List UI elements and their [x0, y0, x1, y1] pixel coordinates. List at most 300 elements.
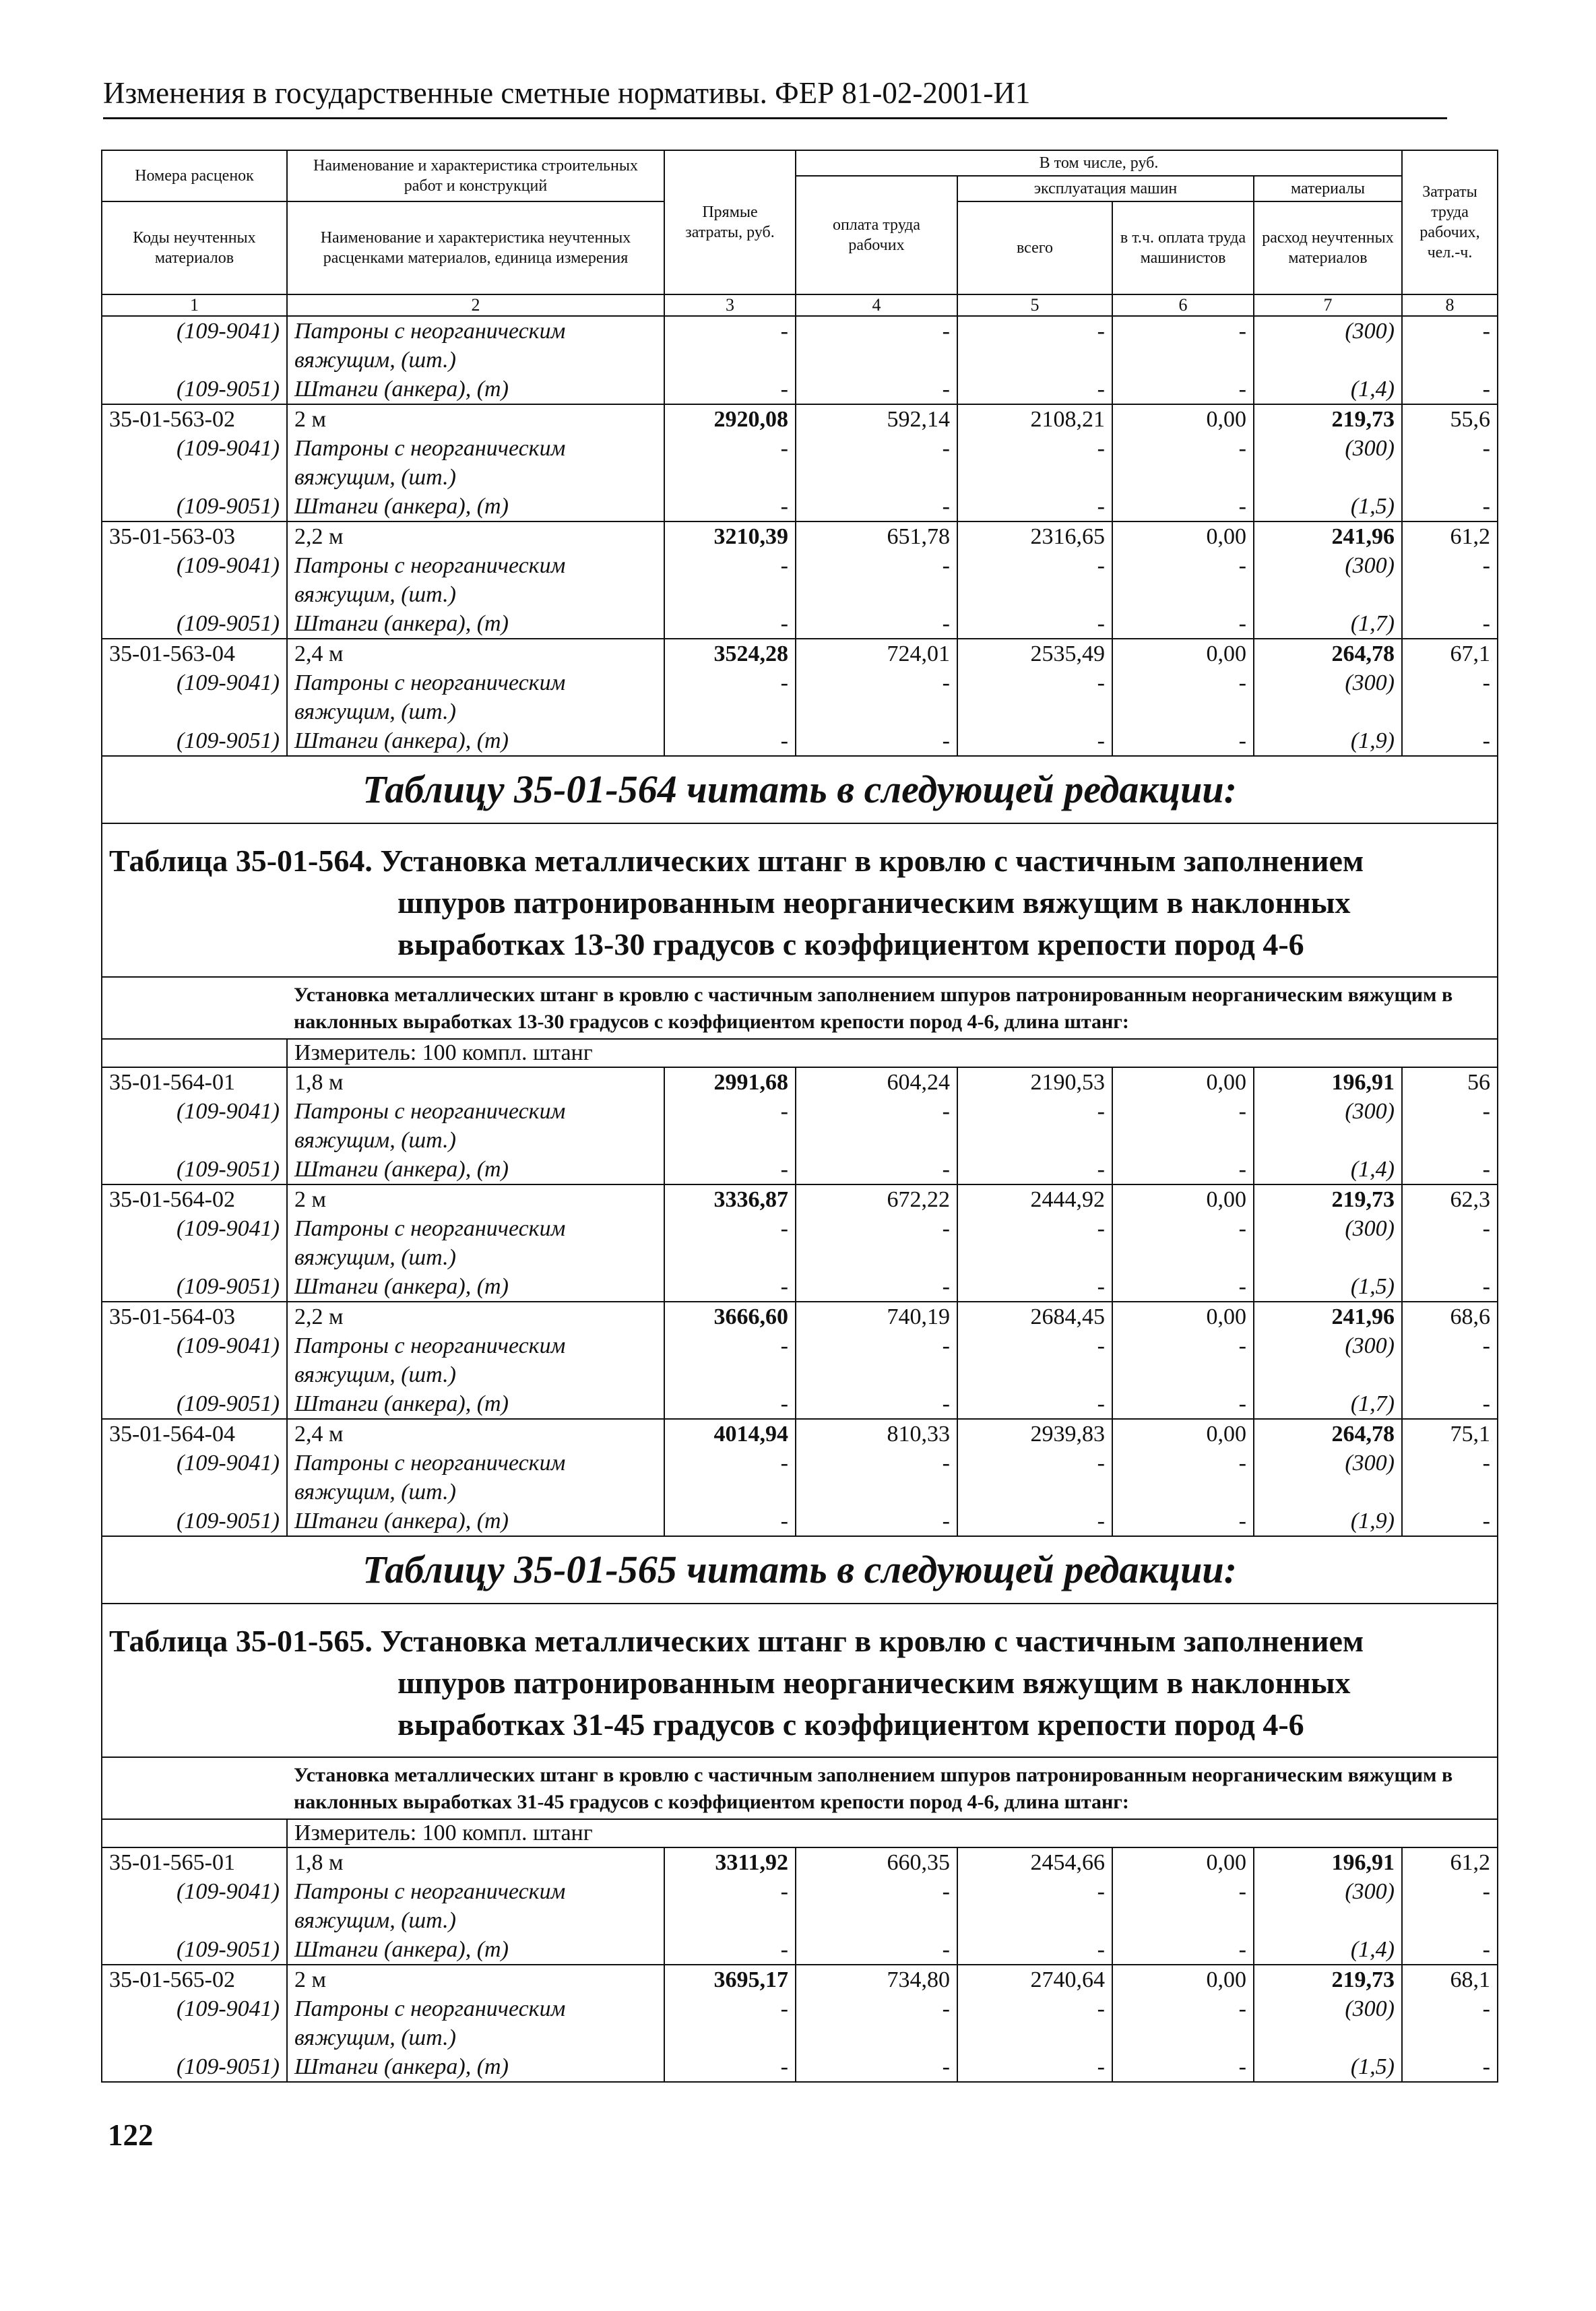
rate-code: (109-9041): [102, 1994, 287, 2052]
direct-costs-cell: 3210,39: [664, 521, 796, 551]
labor-cost-cell: 67,1: [1402, 639, 1498, 668]
operator-pay-cell: -: [1112, 492, 1254, 521]
redaction-note-564: Таблицу 35-01-564 читать в следующей редакции:: [102, 756, 1498, 823]
machines-total-cell: 2939,83: [957, 1419, 1112, 1449]
labor-cost-cell: 75,1: [1402, 1419, 1498, 1449]
direct-costs-cell: -: [664, 1935, 796, 1965]
table-title-565: [102, 1604, 1498, 1757]
item-name: 2 м: [287, 1184, 664, 1214]
machines-total-cell: 2454,66: [957, 1847, 1112, 1877]
worker-pay-cell: -: [796, 1155, 957, 1184]
machines-total-cell: -: [957, 1507, 1112, 1536]
rate-code: 35-01-563-02: [102, 404, 287, 434]
block-564-heading: [102, 756, 1498, 1067]
table-head: [102, 150, 1498, 316]
block-565-rows: [102, 1847, 1498, 2082]
labor-cost-cell: -: [1402, 726, 1498, 756]
machines-total-cell: -: [957, 1097, 1112, 1155]
machines-total-cell: -: [957, 2052, 1112, 2082]
col-index: 8: [1402, 294, 1498, 316]
worker-pay-cell: -: [796, 551, 957, 609]
labor-cost-cell: -: [1402, 1097, 1498, 1155]
col-index: 1: [102, 294, 287, 316]
operator-pay-cell: -: [1112, 1272, 1254, 1302]
rate-code: (109-9051): [102, 492, 287, 521]
material-row: [102, 1214, 1498, 1272]
rates-table: [101, 150, 1498, 2083]
material-use-cell: (1,4): [1254, 1155, 1402, 1184]
table-description-565: Установка металлических штанг в кровлю с частичным заполнением шпуров патронированным неорганическим вяжущим в наклонных выработках 31-45 градусов с коэффициентом крепости пород 4-6, длина штанг:: [287, 1757, 1498, 1819]
rate-code: 35-01-563-04: [102, 639, 287, 668]
rate-code: (109-9041): [102, 1097, 287, 1155]
operator-pay-cell: -: [1112, 1331, 1254, 1389]
operator-pay-cell: -: [1112, 375, 1254, 404]
material-use-cell: 196,91: [1254, 1847, 1402, 1877]
direct-costs-cell: -: [664, 668, 796, 726]
material-row: [102, 1155, 1498, 1184]
col-head-machines: эксплуатация машин: [957, 176, 1254, 201]
material-row: [102, 316, 1498, 375]
material-row: [102, 609, 1498, 639]
material-row: [102, 1507, 1498, 1536]
rate-code: (109-9041): [102, 668, 287, 726]
machines-total-cell: 2535,49: [957, 639, 1112, 668]
rate-code: (109-9041): [102, 316, 287, 375]
col-index: 6: [1112, 294, 1254, 316]
worker-pay-cell: 734,80: [796, 1965, 957, 1994]
direct-costs-cell: -: [664, 726, 796, 756]
operator-pay-cell: -: [1112, 1097, 1254, 1155]
item-name: Патроны с неорганическим вяжущим, (шт.): [287, 434, 664, 492]
material-row: [102, 1994, 1498, 2052]
worker-pay-cell: -: [796, 668, 957, 726]
material-use-cell: 241,96: [1254, 521, 1402, 551]
direct-costs-cell: -: [664, 434, 796, 492]
material-use-cell: (1,5): [1254, 2052, 1402, 2082]
rate-code: (109-9051): [102, 726, 287, 756]
rate-row: [102, 404, 1498, 434]
material-use-cell: (1,9): [1254, 1507, 1402, 1536]
item-name: Патроны с неорганическим вяжущим, (шт.): [287, 316, 664, 375]
worker-pay-cell: -: [796, 726, 957, 756]
rate-row: [102, 1419, 1498, 1449]
operator-pay-cell: -: [1112, 726, 1254, 756]
direct-costs-cell: -: [664, 609, 796, 639]
direct-costs-cell: -: [664, 1272, 796, 1302]
direct-costs-cell: -: [664, 1389, 796, 1419]
labor-cost-cell: -: [1402, 434, 1498, 492]
rate-code: (109-9041): [102, 434, 287, 492]
worker-pay-cell: -: [796, 1935, 957, 1965]
worker-pay-cell: -: [796, 609, 957, 639]
direct-costs-cell: -: [664, 1449, 796, 1507]
direct-costs-cell: 3695,17: [664, 1965, 796, 1994]
material-row: [102, 1449, 1498, 1507]
material-row: [102, 492, 1498, 521]
item-name: 2,4 м: [287, 639, 664, 668]
rate-code: (109-9051): [102, 1935, 287, 1965]
material-row: [102, 1935, 1498, 1965]
item-name: Штанги (анкера), (т): [287, 609, 664, 639]
labor-cost-cell: -: [1402, 1389, 1498, 1419]
rate-row: [102, 639, 1498, 668]
item-name: Штанги (анкера), (т): [287, 1935, 664, 1965]
measure-unit-564: Измеритель: 100 компл. штанг: [287, 1039, 1498, 1067]
material-row: [102, 1331, 1498, 1389]
machines-total-cell: 2740,64: [957, 1965, 1112, 1994]
block-565-heading: [102, 1536, 1498, 1847]
rate-row: [102, 521, 1498, 551]
material-use-cell: 219,73: [1254, 404, 1402, 434]
rate-code: 35-01-564-04: [102, 1419, 287, 1449]
table-title-line: выработках 31-45 градусов с коэффициентом крепости пород 4-6: [397, 1707, 1304, 1742]
worker-pay-cell: 810,33: [796, 1419, 957, 1449]
direct-costs-cell: 3666,60: [664, 1302, 796, 1331]
operator-pay-cell: -: [1112, 1935, 1254, 1965]
worker-pay-cell: 604,24: [796, 1067, 957, 1097]
col-head-name-bottom: Наименование и характеристика неучтенных расценками материалов, единица измерения: [287, 201, 664, 294]
item-name: Штанги (анкера), (т): [287, 1507, 664, 1536]
item-name: Штанги (анкера), (т): [287, 492, 664, 521]
material-use-cell: (300): [1254, 1449, 1402, 1507]
direct-costs-cell: 3524,28: [664, 639, 796, 668]
section-563-continuation: [102, 316, 1498, 756]
worker-pay-cell: -: [796, 1272, 957, 1302]
direct-costs-cell: -: [664, 1097, 796, 1155]
direct-costs-cell: -: [664, 1994, 796, 2052]
operator-pay-cell: -: [1112, 668, 1254, 726]
machines-total-cell: -: [957, 1935, 1112, 1965]
direct-costs-cell: -: [664, 492, 796, 521]
rate-code: (109-9041): [102, 1877, 287, 1935]
machines-total-cell: -: [957, 1155, 1112, 1184]
worker-pay-cell: -: [796, 1877, 957, 1935]
operator-pay-cell: -: [1112, 1877, 1254, 1935]
rate-code: (109-9041): [102, 1214, 287, 1272]
page-header: Изменения в государственные сметные нормативы. ФЕР 81-02-2001-И1: [103, 75, 1447, 119]
rate-code: 35-01-565-02: [102, 1965, 287, 1994]
material-use-cell: (300): [1254, 551, 1402, 609]
labor-cost-cell: -: [1402, 1272, 1498, 1302]
table-description-564: Установка металлических штанг в кровлю с частичным заполнением шпуров патронированным неорганическим вяжущим в наклонных выработках 13-30 градусов с коэффициентом крепости пород 4-6, длина штанг:: [287, 977, 1498, 1039]
col-head-codes-top: Номера расценок: [102, 150, 287, 201]
worker-pay-cell: -: [796, 434, 957, 492]
labor-cost-cell: -: [1402, 492, 1498, 521]
col-head-worker-pay: оплата труда рабочих: [796, 176, 957, 294]
item-name: 1,8 м: [287, 1847, 664, 1877]
worker-pay-cell: -: [796, 2052, 957, 2082]
labor-cost-cell: 61,2: [1402, 1847, 1498, 1877]
item-name: Патроны с неорганическим вяжущим, (шт.): [287, 1994, 664, 2052]
material-use-cell: (300): [1254, 434, 1402, 492]
rate-code: (109-9041): [102, 1449, 287, 1507]
item-name: Штанги (анкера), (т): [287, 726, 664, 756]
direct-costs-cell: -: [664, 316, 796, 375]
labor-cost-cell: 61,2: [1402, 521, 1498, 551]
labor-cost-cell: -: [1402, 551, 1498, 609]
item-name: Штанги (анкера), (т): [287, 1389, 664, 1419]
rate-code: (109-9051): [102, 1389, 287, 1419]
worker-pay-cell: -: [796, 1331, 957, 1389]
rate-code: (109-9051): [102, 2052, 287, 2082]
col-head-labor: Затраты труда рабочих, чел.-ч.: [1402, 150, 1498, 294]
item-name: Патроны с неорганическим вяжущим, (шт.): [287, 1877, 664, 1935]
material-row: [102, 1389, 1498, 1419]
machines-total-cell: -: [957, 1389, 1112, 1419]
operator-pay-cell: 0,00: [1112, 1184, 1254, 1214]
worker-pay-cell: 740,19: [796, 1302, 957, 1331]
worker-pay-cell: -: [796, 1449, 957, 1507]
table-title-564: [102, 823, 1498, 977]
operator-pay-cell: -: [1112, 1507, 1254, 1536]
col-head-material-use: расход неучтенных материалов: [1254, 201, 1402, 294]
operator-pay-cell: 0,00: [1112, 1965, 1254, 1994]
operator-pay-cell: -: [1112, 1155, 1254, 1184]
rate-code: (109-9051): [102, 1507, 287, 1536]
direct-costs-cell: -: [664, 1507, 796, 1536]
item-name: Патроны с неорганическим вяжущим, (шт.): [287, 1449, 664, 1507]
direct-costs-cell: 3311,92: [664, 1847, 796, 1877]
direct-costs-cell: -: [664, 2052, 796, 2082]
rate-code: (109-9041): [102, 551, 287, 609]
col-head-materials: материалы: [1254, 176, 1402, 201]
direct-costs-cell: 4014,94: [664, 1419, 796, 1449]
material-row: [102, 726, 1498, 756]
table-title-line: шпуров патронированным неорганическим вяжущим в наклонных: [397, 1666, 1351, 1700]
item-name: 2,2 м: [287, 521, 664, 551]
item-name: Патроны с неорганическим вяжущим, (шт.): [287, 1097, 664, 1155]
operator-pay-cell: -: [1112, 1449, 1254, 1507]
labor-cost-cell: -: [1402, 375, 1498, 404]
worker-pay-cell: 651,78: [796, 521, 957, 551]
labor-cost-cell: -: [1402, 1877, 1498, 1935]
material-use-cell: (300): [1254, 1994, 1402, 2052]
rate-row: [102, 1302, 1498, 1331]
machines-total-cell: -: [957, 375, 1112, 404]
block-564-rows: [102, 1067, 1498, 1536]
material-use-cell: (1,7): [1254, 609, 1402, 639]
machines-total-cell: 2316,65: [957, 521, 1112, 551]
direct-costs-cell: -: [664, 1877, 796, 1935]
labor-cost-cell: -: [1402, 2052, 1498, 2082]
machines-total-cell: -: [957, 1994, 1112, 2052]
page-number: 122: [108, 2118, 154, 2152]
item-name: Штанги (анкера), (т): [287, 1155, 664, 1184]
material-use-cell: 196,91: [1254, 1067, 1402, 1097]
operator-pay-cell: -: [1112, 1214, 1254, 1272]
worker-pay-cell: 672,22: [796, 1184, 957, 1214]
labor-cost-cell: -: [1402, 1994, 1498, 2052]
rate-row: [102, 1067, 1498, 1097]
material-use-cell: 264,78: [1254, 1419, 1402, 1449]
labor-cost-cell: 68,6: [1402, 1302, 1498, 1331]
redaction-note-565: Таблицу 35-01-565 читать в следующей редакции:: [102, 1536, 1498, 1604]
operator-pay-cell: 0,00: [1112, 1067, 1254, 1097]
material-row: [102, 1097, 1498, 1155]
operator-pay-cell: 0,00: [1112, 521, 1254, 551]
machines-total-cell: 2444,92: [957, 1184, 1112, 1214]
item-name: 1,8 м: [287, 1067, 664, 1097]
col-head-codes-bottom: Коды неучтенных материалов: [102, 201, 287, 294]
machines-total-cell: -: [957, 1214, 1112, 1272]
operator-pay-cell: -: [1112, 2052, 1254, 2082]
machines-total-cell: -: [957, 1331, 1112, 1389]
worker-pay-cell: 660,35: [796, 1847, 957, 1877]
machines-total-cell: -: [957, 1449, 1112, 1507]
table-title-line: шпуров патронированным неорганическим вяжущим в наклонных: [397, 885, 1351, 920]
material-use-cell: (300): [1254, 1214, 1402, 1272]
operator-pay-cell: -: [1112, 434, 1254, 492]
col-index: 4: [796, 294, 957, 316]
rate-code: (109-9051): [102, 375, 287, 404]
machines-total-cell: -: [957, 609, 1112, 639]
item-name: 2,2 м: [287, 1302, 664, 1331]
operator-pay-cell: -: [1112, 551, 1254, 609]
direct-costs-cell: 2920,08: [664, 404, 796, 434]
item-name: 2,4 м: [287, 1419, 664, 1449]
operator-pay-cell: -: [1112, 609, 1254, 639]
labor-cost-cell: -: [1402, 1935, 1498, 1965]
item-name: Патроны с неорганическим вяжущим, (шт.): [287, 1214, 664, 1272]
direct-costs-cell: 2991,68: [664, 1067, 796, 1097]
material-use-cell: (1,9): [1254, 726, 1402, 756]
direct-costs-cell: -: [664, 375, 796, 404]
machines-total-cell: -: [957, 316, 1112, 375]
material-use-cell: (300): [1254, 668, 1402, 726]
material-row: [102, 551, 1498, 609]
material-use-cell: (1,5): [1254, 1272, 1402, 1302]
labor-cost-cell: -: [1402, 316, 1498, 375]
item-name: 2 м: [287, 1965, 664, 1994]
labor-cost-cell: 56: [1402, 1067, 1498, 1097]
machines-total-cell: -: [957, 434, 1112, 492]
operator-pay-cell: 0,00: [1112, 1419, 1254, 1449]
machines-total-cell: 2684,45: [957, 1302, 1112, 1331]
col-index: 7: [1254, 294, 1402, 316]
item-name: Патроны с неорганическим вяжущим, (шт.): [287, 551, 664, 609]
table-title-line: Установка металлических штанг в кровлю с частичным заполнением: [380, 1624, 1364, 1658]
worker-pay-cell: -: [796, 1994, 957, 2052]
labor-cost-cell: -: [1402, 1331, 1498, 1389]
rate-code: 35-01-564-01: [102, 1067, 287, 1097]
labor-cost-cell: -: [1402, 1155, 1498, 1184]
labor-cost-cell: -: [1402, 1449, 1498, 1507]
material-row: [102, 1272, 1498, 1302]
direct-costs-cell: -: [664, 1155, 796, 1184]
material-use-cell: 241,96: [1254, 1302, 1402, 1331]
worker-pay-cell: 592,14: [796, 404, 957, 434]
operator-pay-cell: 0,00: [1112, 639, 1254, 668]
rate-code: (109-9051): [102, 609, 287, 639]
machines-total-cell: -: [957, 492, 1112, 521]
table-title-label: Таблица 35-01-564.: [109, 844, 373, 878]
direct-costs-cell: -: [664, 1214, 796, 1272]
worker-pay-cell: -: [796, 492, 957, 521]
worker-pay-cell: -: [796, 1214, 957, 1272]
machines-total-cell: -: [957, 1272, 1112, 1302]
material-use-cell: (300): [1254, 1877, 1402, 1935]
material-use-cell: (300): [1254, 316, 1402, 375]
material-use-cell: 219,73: [1254, 1184, 1402, 1214]
rate-row: [102, 1965, 1498, 1994]
operator-pay-cell: -: [1112, 1389, 1254, 1419]
rate-code: (109-9051): [102, 1272, 287, 1302]
col-index: 5: [957, 294, 1112, 316]
item-name: Штанги (анкера), (т): [287, 2052, 664, 2082]
rate-code: (109-9041): [102, 1331, 287, 1389]
table-title-line: выработках 13-30 градусов с коэффициентом крепости пород 4-6: [397, 927, 1304, 961]
material-use-cell: 219,73: [1254, 1965, 1402, 1994]
col-head-direct-costs: Прямые затраты, руб.: [664, 150, 796, 294]
item-name: Патроны с неорганическим вяжущим, (шт.): [287, 668, 664, 726]
machines-total-cell: -: [957, 726, 1112, 756]
item-name: Штанги (анкера), (т): [287, 1272, 664, 1302]
labor-cost-cell: 62,3: [1402, 1184, 1498, 1214]
labor-cost-cell: -: [1402, 668, 1498, 726]
item-name: 2 м: [287, 404, 664, 434]
direct-costs-cell: -: [664, 1331, 796, 1389]
labor-cost-cell: 55,6: [1402, 404, 1498, 434]
table-title-label: Таблица 35-01-565.: [109, 1624, 373, 1658]
rate-code: 35-01-564-02: [102, 1184, 287, 1214]
col-head-name-top: Наименование и характеристика строительных работ и конструкций: [287, 150, 664, 201]
rate-code: 35-01-565-01: [102, 1847, 287, 1877]
col-head-machines-total: всего: [957, 201, 1112, 294]
operator-pay-cell: 0,00: [1112, 1302, 1254, 1331]
operator-pay-cell: 0,00: [1112, 1847, 1254, 1877]
machines-total-cell: 2108,21: [957, 404, 1112, 434]
material-use-cell: (1,4): [1254, 1935, 1402, 1965]
rate-row: [102, 1847, 1498, 1877]
rate-code: (109-9051): [102, 1155, 287, 1184]
machines-total-cell: -: [957, 551, 1112, 609]
worker-pay-cell: -: [796, 1507, 957, 1536]
direct-costs-cell: -: [664, 551, 796, 609]
machines-total-cell: -: [957, 668, 1112, 726]
material-row: [102, 434, 1498, 492]
worker-pay-cell: -: [796, 375, 957, 404]
material-use-cell: (300): [1254, 1331, 1402, 1389]
labor-cost-cell: -: [1402, 1214, 1498, 1272]
material-use-cell: (1,4): [1254, 375, 1402, 404]
worker-pay-cell: 724,01: [796, 639, 957, 668]
machines-total-cell: 2190,53: [957, 1067, 1112, 1097]
labor-cost-cell: -: [1402, 1507, 1498, 1536]
rate-row: [102, 1184, 1498, 1214]
operator-pay-cell: -: [1112, 316, 1254, 375]
material-row: [102, 1877, 1498, 1935]
item-name: Штанги (анкера), (т): [287, 375, 664, 404]
worker-pay-cell: -: [796, 316, 957, 375]
column-index-row: [102, 294, 1498, 316]
col-head-operator-pay: в т.ч. оплата труда машинистов: [1112, 201, 1254, 294]
material-use-cell: (1,7): [1254, 1389, 1402, 1419]
material-row: [102, 375, 1498, 404]
rate-code: 35-01-564-03: [102, 1302, 287, 1331]
table-title-line: Установка металлических штанг в кровлю с частичным заполнением: [380, 844, 1364, 878]
labor-cost-cell: 68,1: [1402, 1965, 1498, 1994]
material-use-cell: (300): [1254, 1097, 1402, 1155]
direct-costs-cell: 3336,87: [664, 1184, 796, 1214]
item-name: Патроны с неорганическим вяжущим, (шт.): [287, 1331, 664, 1389]
material-use-cell: 264,78: [1254, 639, 1402, 668]
material-row: [102, 668, 1498, 726]
machines-total-cell: -: [957, 1877, 1112, 1935]
worker-pay-cell: -: [796, 1097, 957, 1155]
operator-pay-cell: 0,00: [1112, 404, 1254, 434]
col-index: 2: [287, 294, 664, 316]
measure-unit-565: Измеритель: 100 компл. штанг: [287, 1819, 1498, 1847]
